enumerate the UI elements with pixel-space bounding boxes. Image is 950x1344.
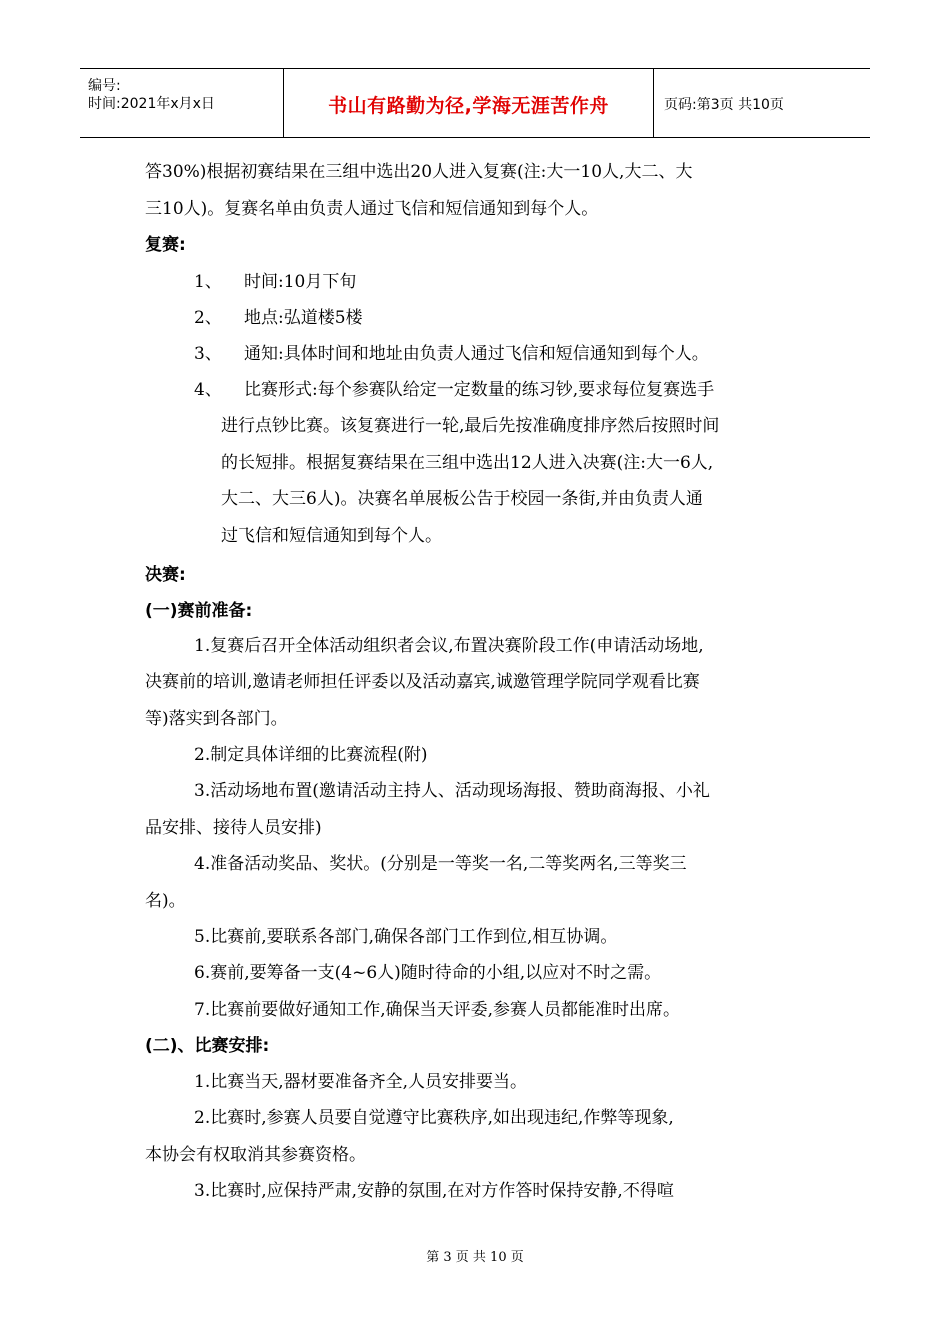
paragraph-line: 2.制定具体详细的比赛流程(附) <box>194 745 428 765</box>
subsection-heading-arrangement: (二)、比赛安排: <box>145 1036 270 1056</box>
paragraph-line: 7.比赛前要做好通知工作,确保当天评委,参赛人员都能准时出席。 <box>194 1000 681 1020</box>
list-number: 4、 <box>194 380 222 400</box>
list-item-text: 过飞信和短信通知到每个人。 <box>221 526 442 546</box>
paragraph-line: 三10人)。复赛名单由负责人通过飞信和短信通知到每个人。 <box>145 199 599 219</box>
paragraph-line: 名)。 <box>145 891 186 911</box>
section-heading-fusai: 复赛: <box>145 235 186 255</box>
paragraph-line: 决赛前的培训,邀请老师担任评委以及活动嘉宾,诚邀管理学院同学观看比赛 <box>145 672 700 692</box>
page-footer: 第 3 页 共 10 页 <box>426 1250 524 1265</box>
list-item-text: 的长短排。根据复赛结果在三组中选出12人进入决赛(注:大一6人, <box>221 453 714 473</box>
paragraph-line: 答30%)根据初赛结果在三组中选出20人进入复赛(注:大一10人,大二、大 <box>145 162 693 182</box>
list-item-text: 地点:弘道楼5楼 <box>244 308 363 328</box>
list-item-text: 时间:10月下旬 <box>244 272 357 292</box>
subsection-heading-prep: (一)赛前准备: <box>145 601 253 621</box>
header-page-number: 页码:第3页 共10页 <box>664 97 784 113</box>
list-number: 2、 <box>194 308 222 328</box>
header-motto-cell <box>283 69 654 137</box>
paragraph-line: 4.准备活动奖品、奖状。(分别是一等奖一名,二等奖两名,三等奖三 <box>194 854 687 874</box>
header-info-cell <box>80 69 283 137</box>
header-motto: 书山有路勤为径,学海无涯苦作舟 <box>328 95 609 117</box>
paragraph-line: 2.比赛时,参赛人员要自觉遵守比赛秩序,如出现违纪,作弊等现象, <box>194 1108 674 1128</box>
paragraph-line: 3.比赛时,应保持严肃,安静的氛围,在对方作答时保持安静,不得喧 <box>194 1181 674 1201</box>
paragraph-line: 等)落实到各部门。 <box>145 709 288 729</box>
list-item-text: 比赛形式:每个参赛队给定一定数量的练习钞,要求每位复赛选手 <box>244 380 715 400</box>
paragraph-line: 品安排、接待人员安排) <box>145 818 322 838</box>
list-number: 3、 <box>194 344 222 364</box>
paragraph-line: 6.赛前,要筹备一支(4~6人)随时待命的小组,以应对不时之需。 <box>194 963 662 983</box>
paragraph-line: 3.活动场地布置(邀请活动主持人、活动现场海报、赞助商海报、小礼 <box>194 781 710 801</box>
page-header <box>80 68 870 138</box>
list-item-text: 通知:具体时间和地址由负责人通过飞信和短信通知到每个人。 <box>244 344 709 364</box>
list-number: 1、 <box>194 272 222 292</box>
paragraph-line: 本协会有权取消其参赛资格。 <box>145 1145 366 1165</box>
document-number-label: 编号: <box>88 78 121 94</box>
paragraph-line: 1.复赛后召开全体活动组织者会议,布置决赛阶段工作(申请活动场地, <box>194 636 704 656</box>
paragraph-line: 1.比赛当天,器材要准备齐全,人员安排要当。 <box>194 1072 528 1092</box>
header-page-cell <box>654 69 870 137</box>
section-heading-juesai: 决赛: <box>145 565 186 585</box>
list-item-text: 大二、大三6人)。决赛名单展板公告于校园一条街,并由负责人通 <box>221 489 703 509</box>
list-item-text: 进行点钞比赛。该复赛进行一轮,最后先按准确度排序然后按照时间 <box>221 416 720 436</box>
paragraph-line: 5.比赛前,要联系各部门,确保各部门工作到位,相互协调。 <box>194 927 618 947</box>
document-time-label: 时间:2021年x月x日 <box>88 96 215 112</box>
